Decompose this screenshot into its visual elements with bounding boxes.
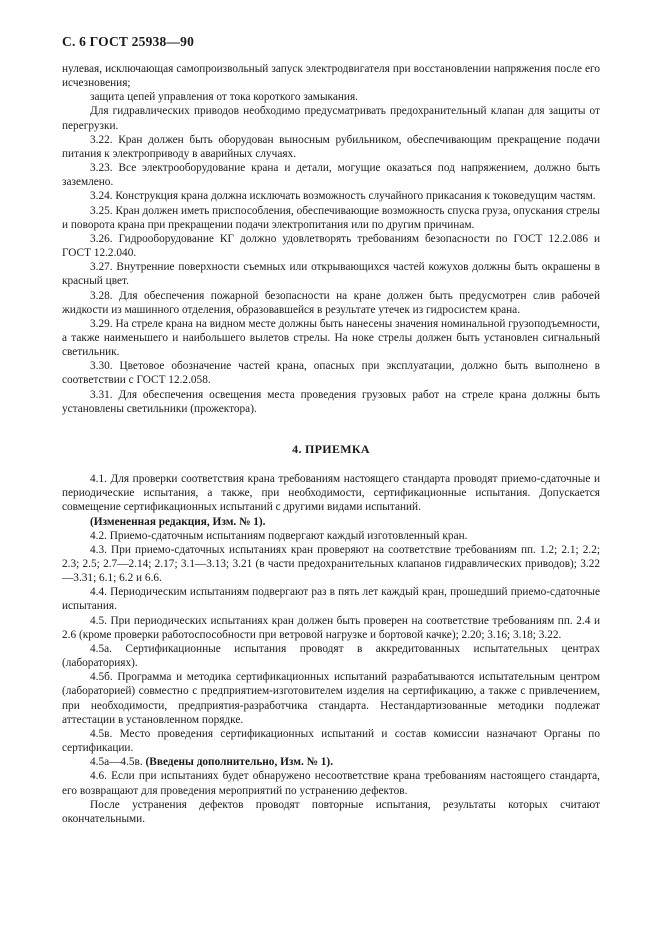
paragraph: 3.22. Кран должен быть оборудован выносным рубильником, обеспечивающим прекращение подачи питания к электроприводу в аварийных случаях.: [62, 133, 600, 160]
paragraph: 3.23. Все электрооборудование крана и детали, могущие оказаться под напряжением, должно быть заземлено.: [62, 162, 600, 189]
section-title: 4. ПРИЕМКА: [292, 441, 370, 456]
paragraph: 4.3. При приемо-сдаточных испытаниях кран проверяют на соответствие требованиям пп. 1.2; 2.1; 2.2; 2.3; 2.5; 2.7—2.14; 2.17; 3.1—3.13; 3.21 (в части предохранительных клапанов гидравлических приводов); 3.22—3.31; 6.1; 6.2 и 6.6.: [62, 543, 600, 585]
paragraph: 4.1. Для проверки соответствия крана требованиям настоящего стандарта проводят приемо-сдаточные и периодические испытания, а также, при необходимости, сертификационные испытания. Допускается совмещение сертификационных испытаний с другими видами испытаний.: [62, 473, 600, 514]
paragraph: 4.5. При периодических испытаниях кран должен быть проверен на соответствие требованиям пп. 2.4 и 2.6 (кроме проверки работоспособности при ветровой нагрузке и бортовой качке); 2.20; 3.16; 3.18; 3.22.: [62, 614, 600, 641]
document-body: [62, 62, 600, 826]
paragraph: 4.6. Если при испытаниях будет обнаружено несоответствие крана требованиям настоящего стандарта, его возвращают для проведения мероприятий по устранению дефектов.: [62, 770, 600, 797]
paragraph: 4.5в. Место проведения сертификационных испытаний и состав комиссии назначают Органы по сертификации.: [62, 727, 600, 755]
paragraph: 4.4. Периодическим испытаниям подвергают раз в пять лет каждый кран, прошедший приемо-сдаточные испытания.: [62, 586, 600, 613]
amendment-note: (Введены дополнительно, Изм. № 1).: [145, 756, 334, 769]
clause-range: 4.5а—4.5в.: [90, 756, 143, 769]
page-header: С. 6 ГОСТ 25938—90: [62, 34, 195, 49]
paragraph: 4.5а. Сертификационные испытания проводят в аккредитованных испытательных центрах (лабораториях).: [62, 642, 600, 670]
amendment-note: (Измененная редакция, Изм. № 1).: [90, 515, 266, 528]
paragraph: 3.31. Для обеспечения освещения места проведения грузовых работ на стреле крана должны быть установлены светильники (прожектора).: [62, 388, 600, 415]
paragraph: 4.2. Приемо-сдаточным испытаниям подвергают каждый изготовленный кран.: [90, 529, 468, 542]
paragraph: 3.25. Кран должен иметь приспособления, обеспечивающие возможность спуска груза, опускания стрелы и поворота крана при прекращении подачи электропитания или по другим причинам.: [62, 204, 600, 231]
paragraph: После устранения дефектов проводят повторные испытания, результаты которых считают окончательными.: [62, 798, 600, 825]
paragraph: Для гидравлических приводов необходимо предусматривать предохранительный клапан для защиты от перегрузки.: [62, 105, 600, 132]
paragraph: 3.30. Цветовое обозначение частей крана, опасных при эксплуатации, должно быть выполнено в соответствии с ГОСТ 12.2.058.: [62, 360, 600, 387]
paragraph: 3.26. Гидрооборудование КГ должно удовлетворять требованиям безопасности по ГОСТ 12.2.086 и ГОСТ 12.2.040.: [62, 232, 600, 260]
paragraph: 3.27. Внутренние поверхности съемных или открывающихся частей кожухов должны быть окрашены в красный цвет.: [62, 261, 600, 288]
amendment-paragraph: [62, 755, 600, 769]
paragraph: защита цепей управления от тока короткого замыкания.: [90, 91, 358, 104]
paragraph: нулевая, исключающая самопроизвольный запуск электродвигателя при восстановлении напряжения после его исчезновения;: [62, 63, 600, 90]
paragraph: 3.24. Конструкция крана должна исключать возможность случайного прикасания к токоведущим частям.: [90, 190, 596, 203]
paragraph: 4.5б. Программа и методика сертификационных испытаний разрабатываются испытательным центром (лабораторией) совместно с предприятием-изготовителем изделия на сертификацию, а также с привлечением, при необходимости, предприятия-разработчика стандарта. Нестандартизованные методики подлежат аттестации в установленном порядке.: [62, 671, 600, 726]
paragraph: 3.29. На стреле крана на видном месте должны быть нанесены значения номинальной грузоподъемности, а также наименьшего и наибольшего вылетов стрелы. На ноке стрелы должен быть установлен сигнальный светильник.: [62, 317, 600, 359]
paragraph: 3.28. Для обеспечения пожарной безопасности на кране должен быть предусмотрен слив рабочей жидкости из машинного отделения, образовавшейся в результате утечек из гидросистем крана.: [62, 289, 600, 316]
